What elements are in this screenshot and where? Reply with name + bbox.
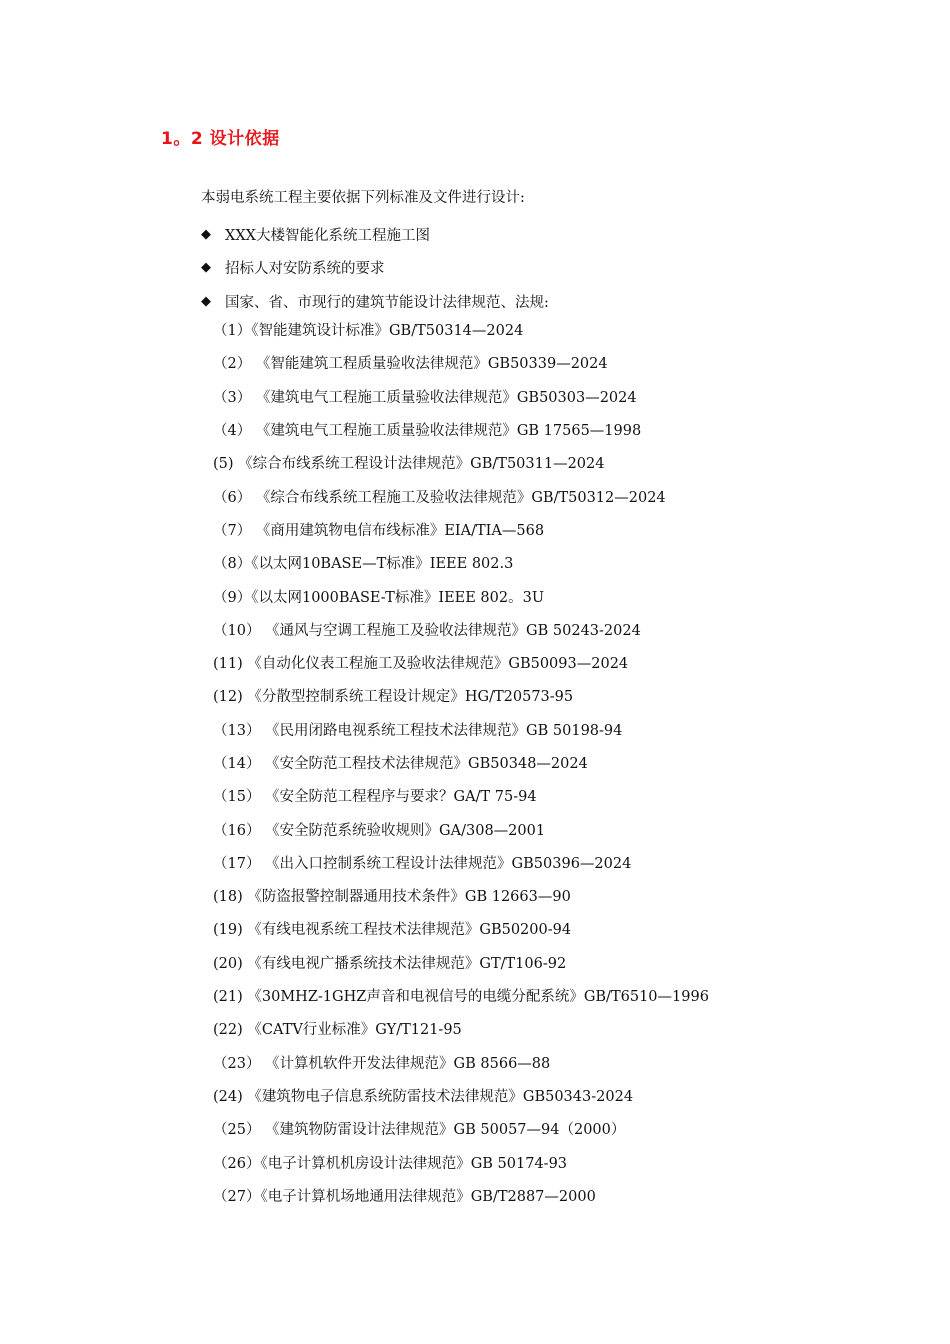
reference-item: （23） 《计算机软件开发法律规范》GB 8566—88 xyxy=(213,1055,551,1072)
bullet-text: 国家、省、市现行的建筑节能设计法律规范、法规: xyxy=(225,294,549,311)
reference-item: （10） 《通风与空调工程施工及验收法律规范》GB 50243-2024 xyxy=(213,622,641,639)
reference-item: (21) 《30MHZ-1GHZ声音和电视信号的电缆分配系统》GB/T6510—1996 xyxy=(213,989,709,1006)
reference-item: （8）《以太网10BASE—T标准》IEEE 802.3 xyxy=(213,556,514,573)
bullet-text: 招标人对安防系统的要求 xyxy=(225,261,385,278)
diamond-bullet-icon: ◆ xyxy=(201,260,211,276)
reference-item: （16） 《安全防范系统验收规则》GA/308—2001 xyxy=(213,822,546,839)
reference-item: (20) 《有线电视广播系统技术法律规范》GT/T106-92 xyxy=(213,955,567,972)
reference-item: (11) 《自动化仪表工程施工及验收法律规范》GB50093—2024 xyxy=(213,656,629,673)
reference-item: (24) 《建筑物电子信息系统防雷技术法律规范》GB50343-2024 xyxy=(213,1088,634,1105)
reference-item: (18) 《防盗报警控制器通用技术条件》GB 12663—90 xyxy=(213,889,571,906)
section-heading: 1。2 设计依据 xyxy=(161,129,280,149)
reference-item: （27）《电子计算机场地通用法律规范》GB/T2887—2000 xyxy=(213,1188,596,1205)
reference-item: (22) 《CATV行业标准》GY/T121-95 xyxy=(213,1022,462,1039)
reference-item: （25） 《建筑物防雷设计法律规范》GB 50057—94（2000） xyxy=(213,1122,626,1139)
reference-item: (12) 《分散型控制系统工程设计规定》HG/T20573-95 xyxy=(213,689,574,706)
reference-item: （4） 《建筑电气工程施工质量验收法律规范》GB 17565—1998 xyxy=(213,423,642,440)
reference-item: （14） 《安全防范工程技术法律规范》GB50348—2024 xyxy=(213,756,588,772)
bullet-item xyxy=(201,218,549,251)
bullet-item xyxy=(201,251,549,284)
diamond-bullet-icon: ◆ xyxy=(201,227,211,243)
reference-item: （2） 《智能建筑工程质量验收法律规范》GB50339—2024 xyxy=(213,356,608,373)
reference-item: （26）《电子计算机机房设计法律规范》GB 50174-93 xyxy=(213,1155,568,1172)
diamond-bullet-icon: ◆ xyxy=(201,293,211,309)
reference-item: (19) 《有线电视系统工程技术法律规范》GB50200-94 xyxy=(213,922,572,939)
reference-item: （9）《以太网1000BASE-T标准》IEEE 802。3U xyxy=(213,589,545,606)
reference-item: （7） 《商用建筑物电信布线标准》EIA/TIA—568 xyxy=(213,522,545,539)
reference-item: （3） 《建筑电气工程施工质量验收法律规范》GB50303—2024 xyxy=(213,389,637,406)
reference-list xyxy=(213,313,709,1212)
reference-item: （13） 《民用闭路电视系统工程技术法律规范》GB 50198-94 xyxy=(213,722,623,739)
reference-item: （6） 《综合布线系统工程施工及验收法律规范》GB/T50312—2024 xyxy=(213,489,666,506)
intro-paragraph: 本弱电系统工程主要依据下列标准及文件进行设计: xyxy=(201,190,525,206)
reference-item: (5) 《综合布线系统工程设计法律规范》GB/T50311—2024 xyxy=(213,456,605,473)
reference-item: （17） 《出入口控制系统工程设计法律规范》GB50396—2024 xyxy=(213,855,632,872)
reference-item: （1）《智能建筑设计标准》GB/T50314—2024 xyxy=(213,323,524,340)
reference-item: （15） 《安全防范工程程序与要求？GA/T 75-94 xyxy=(213,789,537,806)
bullet-text: XXX大楼智能化系统工程施工图 xyxy=(225,228,430,245)
bullet-list xyxy=(201,218,549,318)
